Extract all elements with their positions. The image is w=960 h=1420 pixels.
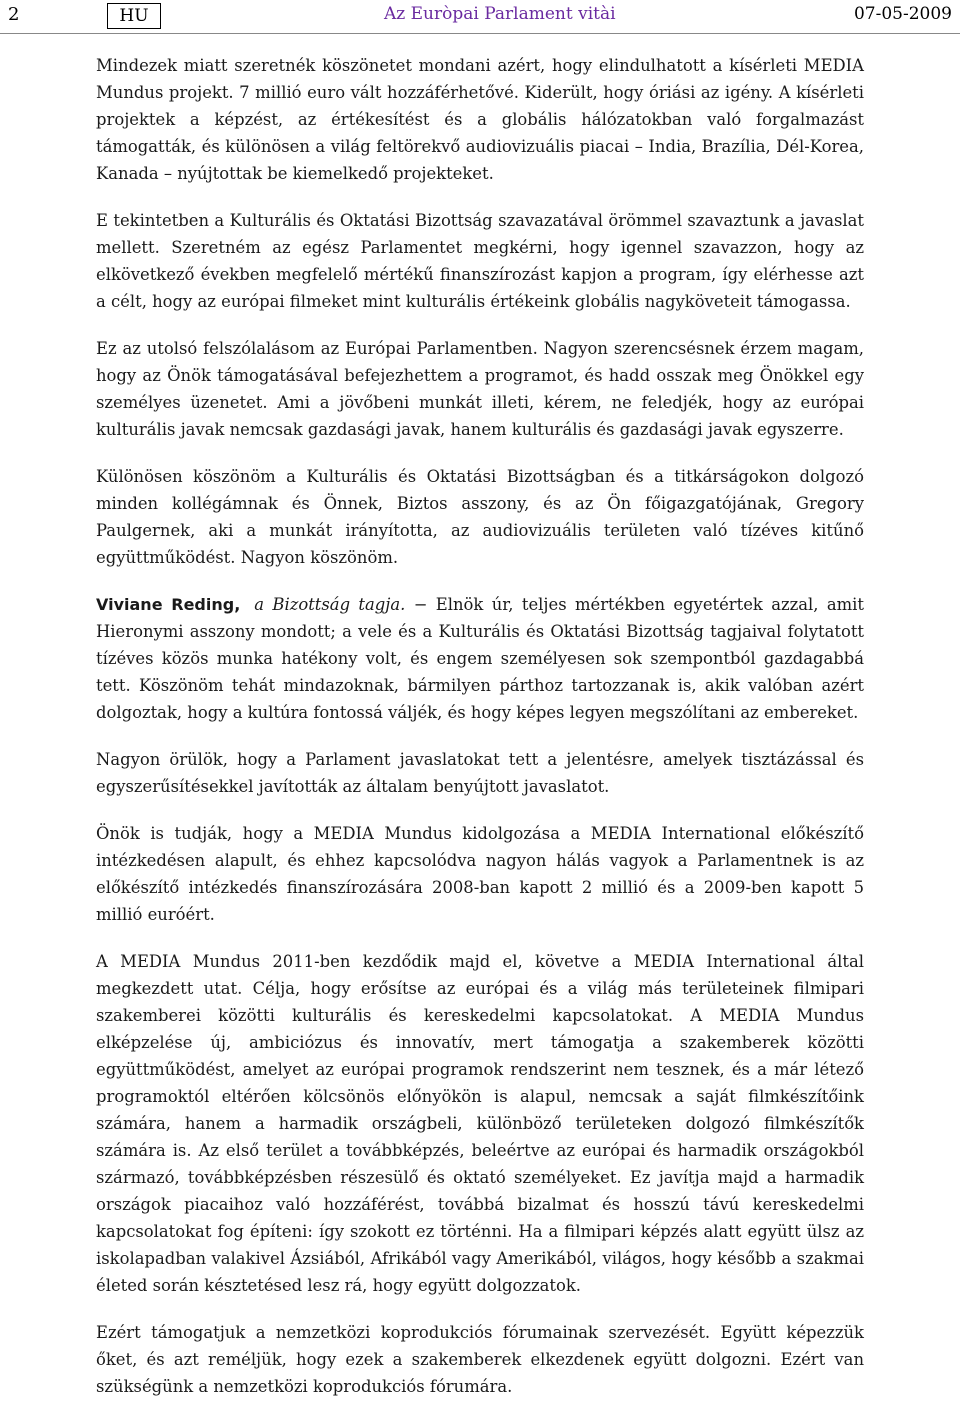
page-number: 2	[8, 4, 20, 25]
document-date: 07-05-2009	[853, 4, 952, 24]
paragraph: E tekintetben a Kulturális és Oktatási Bizottság szavazatával örömmel szavaztunk a javaslat mellett. Szeretném az egész Parlamentet megkérni, hogy igennel szavazzon, hogy az elkövetkező években megfelelő mértékű finanszírozást kapjon a program, így elérhesse azt a célt, hogy az európai filmeket mint kulturális értékeink globális nagyköveteit támogassa.	[96, 211, 864, 311]
page-header	[0, 0, 960, 40]
document-body	[96, 52, 864, 1420]
language-code: HU	[107, 3, 161, 29]
paragraph: Mindezek miatt szeretnék köszönetet mondani azért, hogy elindulhatott a kísérleti MEDIA Mundus projekt. 7 millió euro vált hozzáférhetővé. Kiderült, hogy óriási az igény. A kísérleti projektek a képzést, az értékesítést és a globális hálózatokban való forgalmazást támogatták, és különösen a világ feltörekvő audiovizuális piacai – India, Brazília, Dél-Korea, Kanada – nyújtottak be kiemelkedő projekteket.	[96, 56, 864, 183]
header-divider	[0, 33, 960, 34]
paragraph: A MEDIA Mundus 2011-ben kezdődik majd el, követve a MEDIA International által megkezdett utat. Célja, hogy erősítse az európai és a világ más területeinek filmipari szakemberei közötti kulturális és kereskedelmi kapcsolatokat. A MEDIA Mundus elképzelése új, ambiciózus és innovatív, mert támogatja a szakemberek közötti együttműködést, amelyet az európai programok rendszerint nem tesznek, és a már létező programoktól eltérően kölcsönös előnyökön is alapul, nemcsak a saját filmkészítőink számára, hanem a harmadik országbeli, különböző területeken dolgozó filmkészítők számára is. Az első terület a továbbképzés, beleértve az európai és harmadik országokból származó, továbbképzésben részesülő és oktató személyeket. Ez javítja majd a harmadik országok piacaihoz való hozzáférést, továbbá bizalmat és hosszú távú kereskedelmi kapcsolatokat fog építeni: így szokott ez történni. Ha a filmipari képzés alatt együtt ülsz az iskolapadban valakivel Ázsiából, Afrikából vagy Amerikából, világos, hogy később a szakmai életed során késztetésed lesz rá, hogy együtt dolgozzatok.	[96, 952, 864, 1295]
paragraph: Ez az utolsó felszólalásom az Európai Parlamentben. Nagyon szerencsésnek érzem magam, hogy az Önök támogatásával befejezhettem a programot, és hadd osszak meg Önökkel egy személyes üzenetet. Ami a jövőbeni munkát illeti, kérem, ne feledjék, hogy az európai kulturális javak nemcsak gazdasági javak, hanem kulturális és gazdasági javak egyszerre.	[96, 339, 864, 439]
paragraph: Különösen köszönöm a Kulturális és Oktatási Bizottságban és a titkárságokon dolgozó minden kollégámnak és Önnek, Biztos asszony, és az Ön főigazgatójának, Gregory Paulgernek, aki a munkát irányította, az audiovizuális területen való tízéves kitűnő együttműködést. Nagyon köszönöm.	[96, 467, 864, 567]
paragraph: Nagyon örülök, hogy a Parlament javaslatokat tett a jelentésre, amelyek tisztázással és egyszerűsítésekkel javították az általam benyújtott javaslatot.	[96, 750, 864, 796]
speaker-role: a Bizottság tagja.	[254, 595, 406, 614]
speaker-name: Viviane Reding,	[96, 595, 241, 614]
document-title: Az Euròpai Parlament vitài	[384, 4, 616, 24]
speaker-paragraph	[96, 591, 864, 726]
paragraph: Ezért támogatjuk a nemzetközi koprodukciós fórumainak szervezését. Együtt képezzük őket, és azt reméljük, hogy ezek a szakemberek elkezdenek együtt dolgozni. Ezért van szükségünk a nemzetközi koprodukciós fórumára.	[96, 1323, 864, 1396]
paragraph: Önök is tudják, hogy a MEDIA Mundus kidolgozása a MEDIA International előkészítő intézkedésen alapult, és ehhez kapcsolódva nagyon hálás vagyok a Parlamentnek is az előkészítő intézkedés finanszírozására 2008-ban kapott 2 millió és a 2009-ben kapott 5 millió euróért.	[96, 824, 864, 924]
speaker-text: − Elnök úr, teljes mértékben egyetértek azzal, amit Hieronymi asszony mondott; a vele és a Kulturális és Oktatási Bizottság tagjaival folytatott tízéves közös munka hatékony volt, és engem személyesen sok szempontból gazdagabbá tett. Köszönöm tehát mindazoknak, bármilyen párthoz tartozzanak is, akik valóban azért dolgoztak, hogy a kultúra fontossá váljék, és hogy képes legyen megszólítani az embereket.	[96, 595, 864, 722]
